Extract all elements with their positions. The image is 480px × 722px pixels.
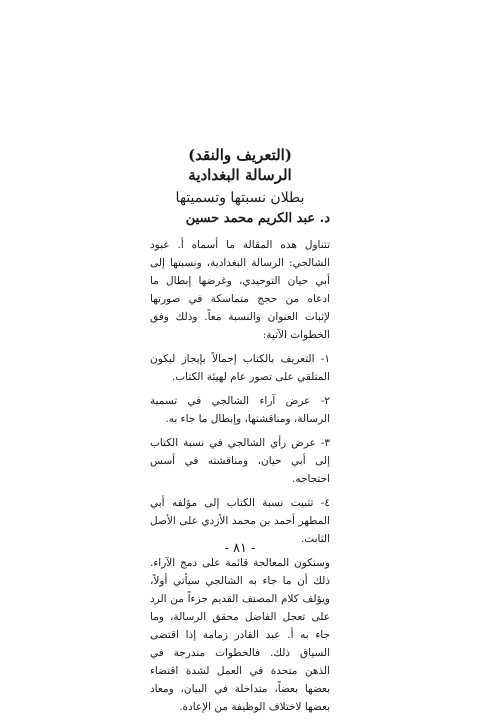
section-title: (التعريف والنقد) bbox=[188, 146, 292, 164]
step-2: ٢- عرض آراء الشالجي في تسمية الرسالة، ومناقشتها، وإبطال ما جاء به. bbox=[150, 395, 330, 425]
article-title: الرسالة البغدادية bbox=[188, 166, 292, 184]
step-4: ٤- تثبيت نسبة الكتاب إلى مؤلفه أبي المطهر أحمد بن محمد الأزدي على الأصل الثابت. bbox=[150, 497, 330, 545]
intro-paragraph: تتناول هذه المقالة ما أسماه أ. عبود الشالجي: الرسالة البغدادية، ونسبتها إلى أبي حيان التوحيدي، وغرضها إبطال ما ادعاه من حجج متماسكة في صورتها لإثبات العنوان والنسبة معاً. وذلك وفق الخطوات الآتية: bbox=[150, 239, 330, 341]
article-body bbox=[150, 236, 330, 722]
author-name: د. عبد الكريم محمد حسين bbox=[185, 211, 330, 226]
article-subtitle: بطلان نسبتها وتسميتها bbox=[175, 190, 305, 206]
step-1: ١- التعريف بالكتاب إجمالاً بإيجاز ليكون المتلقي على تصور عام لهيئة الكتاب. bbox=[150, 353, 330, 383]
step-3: ٣- عرض رأي الشالجي في نسبة الكتاب إلى أبي حيان، ومناقشته في أسس احتجاجه. bbox=[150, 437, 330, 485]
method-paragraph: وستكون المعالجة قائمة على دمج الآراء. ذلك أن ما جاء به الشالجي سيأتي أولاً، ويؤلف كلام المصنف القديم جزءاً من الرد على تعجل الفاضل محقق الرسالة، وما جاء به أ. عبد القادر زمامة إذا اقتضى السياق ذلك. فالخطوات مندرجة في الذهن متحدة في العمل لشدة اقتضاء بعضها بعضاً، متداخلة في البيان، ومعاد بعضها لاختلاف الوظيفة من الإعادة. bbox=[150, 557, 330, 713]
page-number: - ٨١ - bbox=[224, 541, 256, 556]
